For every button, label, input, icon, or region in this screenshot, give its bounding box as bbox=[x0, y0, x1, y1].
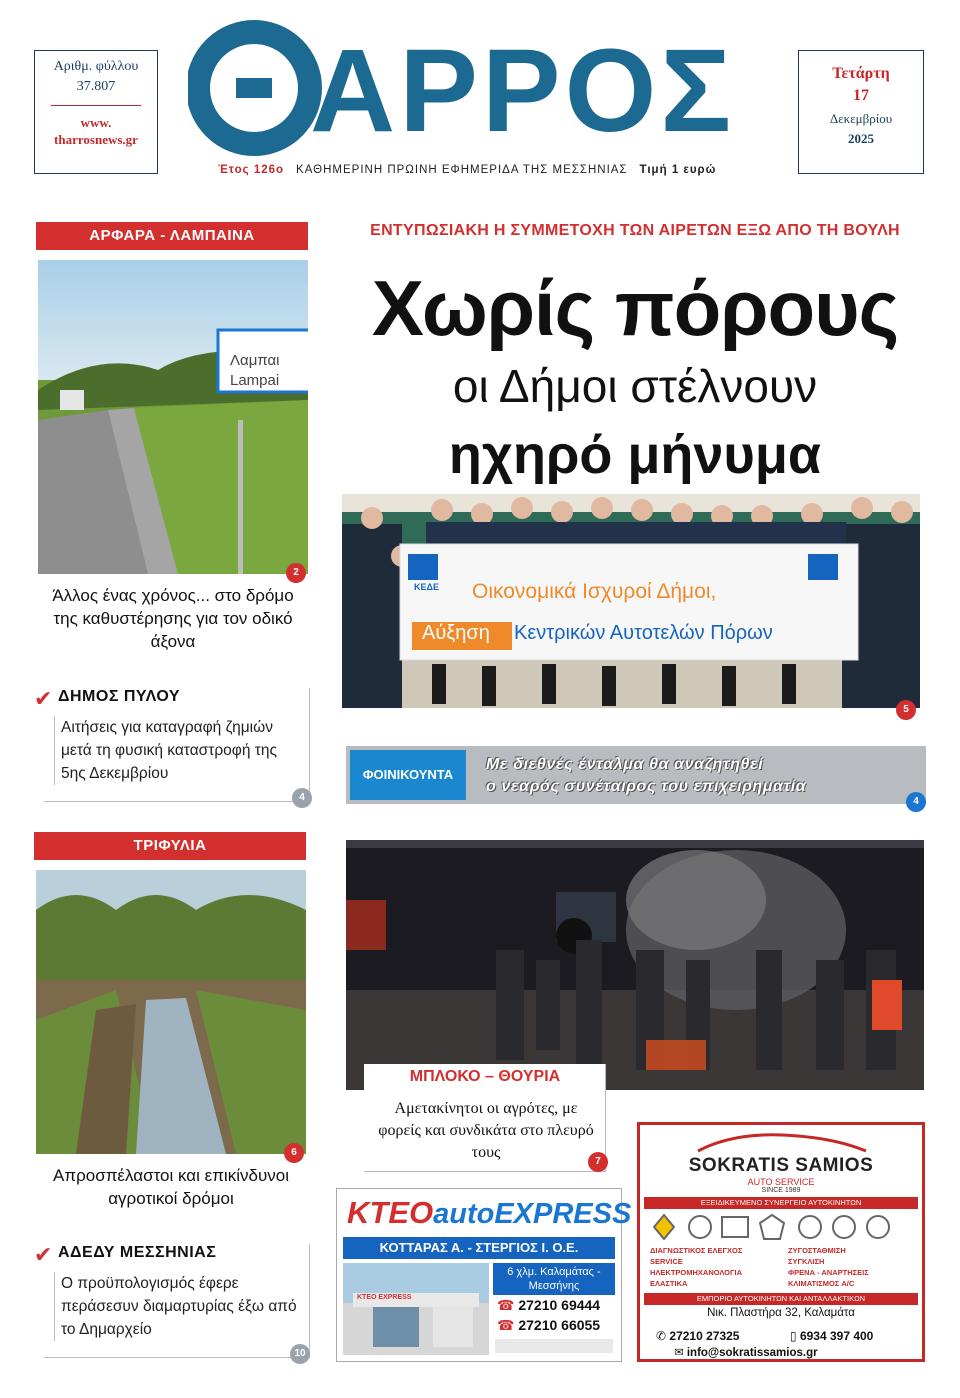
brief-adedy[interactable] bbox=[34, 1242, 310, 1358]
banner-line-1: Οικονομικά Ισχυροί Δήμοι, bbox=[472, 580, 717, 603]
brief-body: Ο προϋπολογισμός έφερε περάσεσυν διαμαρτυρίας έξω από το Δημαρχείο bbox=[54, 1272, 301, 1341]
kteo-address: 6 χλμ. Καλαμάτας - Μεσσήνης bbox=[493, 1263, 615, 1295]
date-box bbox=[798, 50, 924, 174]
page-number-badge[interactable]: 4 bbox=[906, 792, 926, 812]
mobile-icon: ▯ bbox=[790, 1329, 797, 1343]
brief-pylos[interactable] bbox=[34, 686, 310, 802]
page-number-badge[interactable]: 7 bbox=[588, 1152, 608, 1172]
kteo-company: ΚΟΤΤΑΡΑΣ Α. - ΣΤΕΡΓΙΟΣ Ι. Ο.Ε. bbox=[343, 1237, 615, 1259]
muddy-road-image-icon bbox=[36, 870, 306, 1154]
page-number-badge[interactable]: 10 bbox=[290, 1344, 310, 1364]
foinikounta-headline: Με διεθνές ένταλμα θα αναζητηθεί ο νεαρός συνέταιρος του επιχειρηματία bbox=[486, 756, 807, 795]
brief-body: Αιτήσεις για καταγραφή ζημιών μετά τη φυσική καταστροφή της 5ης Δεκεμβρίου bbox=[54, 716, 301, 785]
website-link[interactable]: www. tharrosnews.gr bbox=[54, 115, 138, 147]
date-day: Τετάρτη bbox=[832, 65, 890, 82]
road-image-icon bbox=[38, 260, 308, 574]
page-number-badge[interactable]: 5 bbox=[896, 700, 916, 720]
tagline: Έτος 126ο ΚΑΘΗΜΕΡΙΝΗ ΠΡΩΙΝΗ ΕΦΗΜΕΡΙΔΑ ΤΗΣ ΜΕΣΣΗΝΙΑΣ Τιμή 1 ευρώ bbox=[218, 164, 717, 176]
samios-email[interactable]: ✉ info@sokratissamios.gr bbox=[674, 1347, 818, 1359]
date-num: 17 bbox=[853, 87, 869, 104]
farmers-photo[interactable] bbox=[346, 840, 924, 1090]
car-brand-logo-icons bbox=[650, 1213, 912, 1241]
brief-head: ΔΗΜΟΣ ΠΥΛΟΥ bbox=[58, 688, 181, 705]
farmers-caption: Αμετακίνητοι οι αγρότες, με φορείς και συνδικάτα στο πλευρό τους bbox=[378, 1100, 594, 1161]
phone-icon: ✆ bbox=[656, 1329, 667, 1343]
check-icon: ✔ bbox=[34, 686, 53, 711]
sign-text-greek: Λαμπαι bbox=[230, 352, 280, 369]
kteo-phone-1[interactable]: ☎ 27210 69444 bbox=[497, 1297, 601, 1313]
kteo-building-photo bbox=[343, 1263, 489, 1355]
lead-subtitle-2[interactable]: ηχηρό μήνυμα bbox=[448, 425, 822, 485]
samios-brand: SOKRATIS SAMIOS bbox=[688, 1155, 874, 1176]
samios-strap: ΕΞΕΙΔΙΚΕΥΜΕΝΟ ΣΥΝΕΡΓΕΙΟ ΑΥΤΟΚΙΝΗΤΩΝ bbox=[644, 1197, 918, 1209]
field-road-photo[interactable] bbox=[36, 870, 306, 1154]
page-number-badge[interactable]: 4 bbox=[292, 788, 312, 808]
kede-logo: ΚΕΔΕ bbox=[414, 582, 439, 592]
foinikounta-label: ΦΟΙΝΙΚΟΥΝΤΑ bbox=[350, 750, 466, 800]
car-silhouette-icon bbox=[692, 1129, 872, 1157]
samios-phone-2[interactable]: ▯ 6934 397 400 bbox=[790, 1329, 874, 1343]
farmers-section-label: ΜΠΛΟΚΟ – ΘΟΥΡΙΑ bbox=[409, 1068, 561, 1085]
building-image-icon bbox=[343, 1263, 489, 1355]
issue-label: Αριθμ. φύλλου bbox=[53, 59, 139, 74]
lead-subtitle-1[interactable]: οι Δήμοι στέλνουν bbox=[452, 360, 818, 412]
date-year: 2025 bbox=[848, 131, 874, 146]
page-number-badge[interactable]: 2 bbox=[286, 563, 306, 583]
samios-phone-1[interactable]: ✆ 27210 27325 bbox=[656, 1329, 740, 1343]
phone-icon: ☎ bbox=[497, 1297, 515, 1313]
farmers-caption-box[interactable] bbox=[364, 1064, 606, 1172]
samios-services-left: ΔΙΑΓΝΩΣΤΙΚΟΣ ΕΛΕΓΧΟΣ SERVICE ΗΛΕΚΤΡΟΜΗΧΑΝΟΛΟΓΙΑ ΕΛΑΣΤΙΚΑ bbox=[650, 1246, 743, 1288]
field-road-caption[interactable]: Απροσπέλαστοι και επικίνδυνοι αγροτικοί δρόμοι bbox=[53, 1166, 289, 1208]
samios-address: Νικ. Πλαστήρα 32, Καλαμάτα bbox=[707, 1307, 855, 1319]
section-label-arfara[interactable]: ΑΡΦΑΡΑ - ΛΑΜΠΑΙΝΑ bbox=[36, 222, 308, 250]
issue-number: 37.807 bbox=[76, 79, 116, 94]
foinikounta-bar[interactable] bbox=[346, 746, 926, 804]
car-brand-logos bbox=[650, 1213, 912, 1241]
check-icon: ✔ bbox=[34, 1242, 53, 1267]
samios-strap-2: ΕΜΠΟΡΙΟ ΑΥΤΟΚΙΝΗΤΩΝ ΚΑΙ ΑΝΤΑΛΛΑΚΤΙΚΩΝ bbox=[644, 1293, 918, 1305]
date-month: Δεκεμβρίου bbox=[829, 111, 893, 126]
logo-wordmark: ΑΡΡΟΣ bbox=[310, 25, 736, 157]
banner-line-2b: Κεντρικών Αυτοτελών Πόρων bbox=[514, 622, 773, 644]
samios-services-right: ΖΥΓΟΣΤΑΘΜΙΣΗ ΣΥΓΚΛΙΣΗ ΦΡΕΝΑ - ΑΝΑΡΤΗΣΕΙΣ ΚΛΙΜΑΤΙΣΜΟΣ A/C bbox=[788, 1246, 869, 1288]
sign-text-latin: Lampai bbox=[230, 372, 280, 389]
kteo-phone-2[interactable]: ☎ 27210 66055 bbox=[497, 1317, 601, 1333]
kteo-social-strip bbox=[495, 1339, 613, 1353]
lead-photo[interactable] bbox=[342, 494, 920, 708]
banner-line-2a: Αύξηση bbox=[422, 622, 490, 644]
phone-icon: ☎ bbox=[497, 1317, 515, 1333]
newspaper-logo bbox=[188, 18, 774, 158]
kteo-brand: ΚΤΕΟautoEXPRESS bbox=[347, 1195, 632, 1230]
email-icon: ✉ bbox=[674, 1347, 684, 1359]
issue-box bbox=[34, 50, 158, 174]
lead-title[interactable]: Χωρίς πόρους bbox=[371, 264, 899, 352]
samios-since: SINCE 1989 bbox=[761, 1187, 801, 1194]
section-label-trifylia[interactable]: ΤΡΙΦΥΛΙΑ bbox=[34, 832, 306, 860]
brief-head: ΑΔΕΔΥ ΜΕΣΣΗΝΙΑΣ bbox=[58, 1244, 217, 1261]
page-number-badge[interactable]: 6 bbox=[284, 1143, 304, 1163]
farmers-night-image-icon bbox=[346, 840, 924, 1090]
road-photo[interactable] bbox=[38, 260, 308, 574]
lead-kicker[interactable]: ΕΝΤΥΠΩΣΙΑΚΗ Η ΣΥΜΜΕΤΟΧΗ ΤΩΝ ΑΙΡΕΤΩΝ ΕΞΩ ΑΠΟ ΤΗ ΒΟΥΛΗ bbox=[370, 222, 900, 239]
road-caption[interactable]: Άλλος ένας χρόνος... στο δρόμο της καθυστέρησης για τον οδικό άξονα bbox=[52, 586, 294, 651]
kteo-facade-text: ΚΤΕΟ EXPRESS bbox=[357, 1294, 412, 1301]
ad-kteo[interactable] bbox=[336, 1188, 632, 1362]
samios-sub: AUTO SERVICE bbox=[747, 1177, 815, 1187]
ad-samios[interactable] bbox=[637, 1122, 925, 1362]
